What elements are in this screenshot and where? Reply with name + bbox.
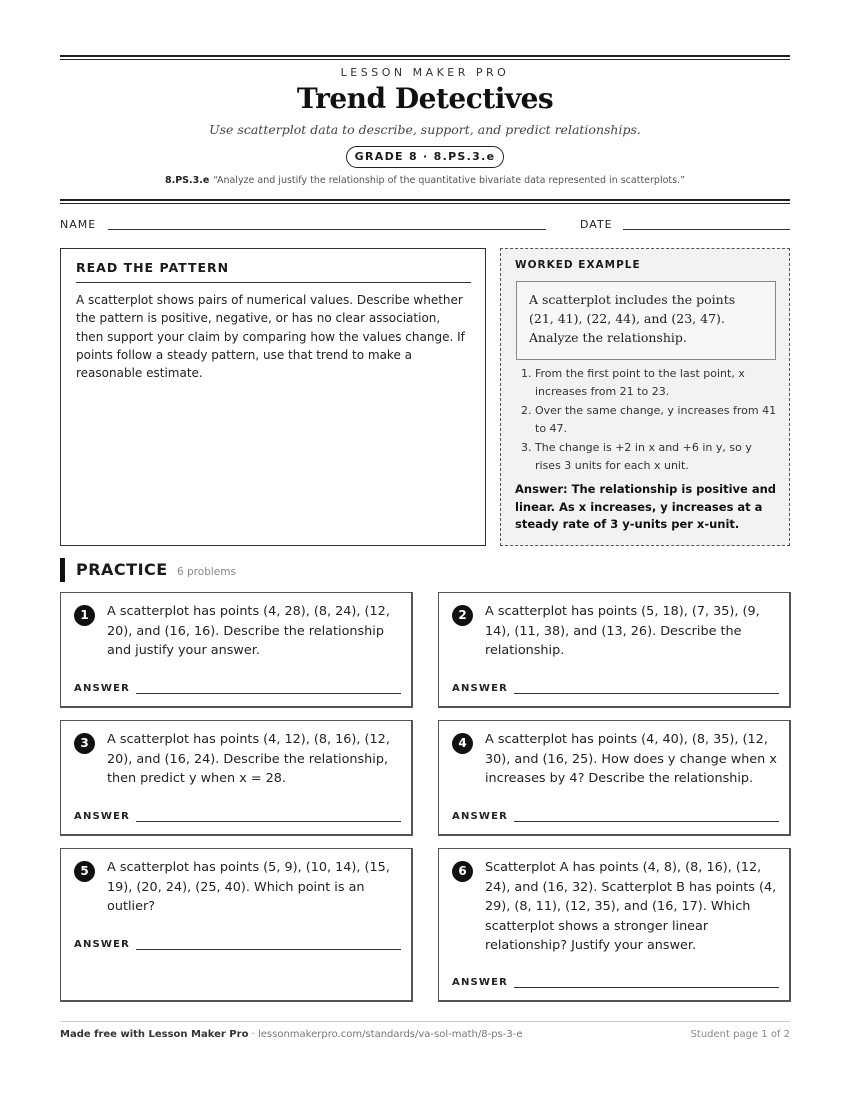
problem-text: A scatterplot has points (4, 12), (8, 16), (12, 20), and (16, 24). Describe the relationship, then predict y when x = 28. (107, 732, 390, 787)
read-the-pattern-title: READ THE PATTERN (76, 260, 471, 283)
standard-line (0, 175, 850, 186)
step-text: Over the same change, y increases from 41 to 47. (535, 404, 777, 435)
worked-example-problem: A scatterplot includes the points (21, 41), (22, 44), and (23, 47). Analyze the relationship. (516, 281, 776, 360)
problem-card-1 (60, 592, 413, 708)
read-the-pattern-text: A scatterplot shows pairs of numerical values. Describe whether the pattern is positive, negative, or has no clear association, then support your claim by comparing how the values change. If points follow a steady pattern, use that trend to make a reasonable estimate. (76, 293, 465, 381)
problem-card-6 (438, 848, 791, 1002)
problem-number: 5 (74, 861, 95, 882)
answer-field[interactable] (514, 693, 779, 694)
grade-badge: GRADE 8 · 8.PS.3.e (346, 146, 504, 168)
problem-text: A scatterplot has points (5, 9), (10, 14), (15, 19), (20, 24), (25, 40). Which point is an outlier? (107, 860, 390, 915)
problem-text: A scatterplot has points (5, 18), (7, 35), (9, 14), (11, 38), and (13, 26). Describe the relationship. (485, 604, 760, 659)
problem-number: 1 (74, 605, 95, 626)
answer-label: ANSWER (74, 939, 131, 950)
page-subtitle: Use scatterplot data to describe, support, and predict relationships. (209, 122, 641, 137)
problem-number: 6 (452, 861, 473, 882)
name-field[interactable] (108, 229, 546, 230)
header-bottom-rule (60, 199, 790, 201)
answer-field[interactable] (514, 821, 779, 822)
answer-label: ANSWER (452, 811, 509, 822)
footer-made-with: Made free with Lesson Maker Pro (60, 1029, 249, 1040)
problem-text: Scatterplot A has points (4, 8), (8, 16), (12, 24), and (16, 32). Scatterplot B has points (4, 29), (8, 11), (12, 35), and (16, 17). Which scatterplot shows a stronger linear relationship? Justify your answer. (485, 860, 777, 954)
problem-text: A scatterplot has points (4, 40), (8, 35), (12, 30), and (16, 25). How does y change when x increases by 4? Describe the relationship. (485, 732, 777, 787)
problem-number: 2 (452, 605, 473, 626)
step-number: 2. (521, 404, 532, 417)
step-text: From the first point to the last point, x increases from 21 to 23. (535, 367, 745, 398)
date-field[interactable] (623, 229, 790, 230)
step-number: 1. (521, 367, 532, 380)
answer-field[interactable] (136, 693, 401, 694)
footer-rule (60, 1021, 790, 1022)
problem-number: 3 (74, 733, 95, 754)
practice-accent-bar (60, 558, 65, 582)
answer-field[interactable] (514, 987, 779, 988)
date-label: DATE (580, 218, 613, 231)
answer-label: ANSWER (74, 683, 131, 694)
read-the-pattern-box (60, 248, 486, 546)
footer-credit (60, 1029, 523, 1040)
problem-card-2 (438, 592, 791, 708)
problem-number: 4 (452, 733, 473, 754)
step-number: 3. (521, 441, 532, 454)
answer-field[interactable] (136, 949, 401, 950)
header-top-rule (60, 55, 790, 57)
problem-card-4 (438, 720, 791, 836)
worked-example-answer: Answer: The relationship is positive and linear. As x increases, y increases at a steady rate of 3 y-units per x-unit. (515, 482, 777, 531)
problem-card-5 (60, 848, 413, 1002)
answer-label: ANSWER (452, 683, 509, 694)
worked-step (517, 365, 779, 400)
problem-text: A scatterplot has points (4, 28), (8, 24), (12, 20), and (16, 16). Describe the relationship and justify your answer. (107, 604, 390, 659)
answer-label: ANSWER (452, 977, 509, 988)
footer-page-number: Student page 1 of 2 (690, 1029, 790, 1040)
worked-example-steps (517, 365, 779, 476)
name-label: NAME (60, 218, 97, 231)
step-text: The change is +2 in x and +6 in y, so y rises 3 units for each x unit. (535, 441, 752, 472)
worked-step (517, 402, 779, 437)
standard-code: 8.PS.3.e (164, 175, 210, 186)
worked-step (517, 439, 779, 474)
footer-url[interactable]: · lessonmakerpro.com/standards/va-sol-math/8-ps-3-e (248, 1029, 523, 1040)
worked-example-box (500, 248, 790, 546)
problem-card-3 (60, 720, 413, 836)
answer-label: ANSWER (74, 811, 131, 822)
worked-example-title: WORKED EXAMPLE (515, 259, 641, 271)
practice-count: 6 problems (177, 566, 236, 578)
brand-name: LESSON MAKER PRO (340, 66, 510, 79)
standard-text: “Analyze and justify the relationship of the quantitative bivariate data represented in scatterplots.” (213, 175, 686, 186)
answer-field[interactable] (136, 821, 401, 822)
page-title: Trend Detectives (296, 82, 554, 115)
practice-title: PRACTICE (76, 560, 168, 579)
